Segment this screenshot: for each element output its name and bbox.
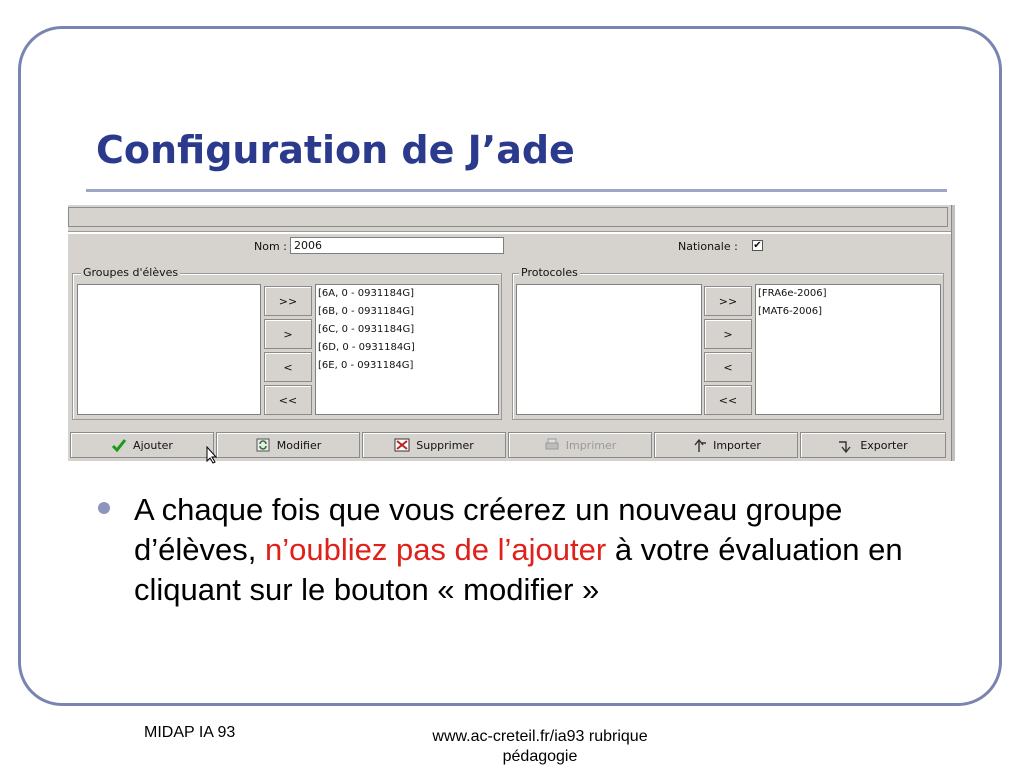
imprimer-button[interactable] — [508, 432, 652, 458]
list-item[interactable]: [6A, 0 - 0931184G] — [318, 288, 414, 299]
list-item[interactable]: [FRA6e-2006] — [758, 288, 827, 299]
list-item[interactable]: [MAT6-2006] — [758, 306, 823, 317]
nationale-checkbox[interactable]: ✔ — [753, 240, 762, 251]
protocoles-add-button[interactable]: > — [704, 319, 752, 349]
groupes-add-all-button[interactable]: >> — [264, 286, 312, 316]
footer-author: MIDAP IA 93 — [144, 724, 236, 741]
printer-icon — [544, 437, 560, 453]
protocoles-remove-button[interactable]: < — [704, 352, 752, 382]
footer-url: www.ac-creteil.fr/ia93 rubrique pédagogie — [432, 728, 648, 765]
ajouter-label: Ajouter — [133, 438, 173, 452]
nationale-label: Nationale : — [678, 240, 738, 253]
supprimer-label: Supprimer — [416, 438, 474, 452]
list-item[interactable]: [6E, 0 - 0931184G] — [318, 360, 414, 371]
export-arrow-icon — [838, 437, 854, 453]
groupes-add-button[interactable]: > — [264, 319, 312, 349]
bullet-icon — [98, 502, 110, 514]
list-item[interactable]: [6D, 0 - 0931184G] — [318, 342, 415, 353]
groupes-remove-button[interactable]: < — [264, 352, 312, 382]
protocoles-legend: Protocoles — [521, 266, 578, 279]
bullet-highlight: n’oubliez pas de l’ajouter — [264, 532, 607, 567]
protocoles-selected-list[interactable] — [755, 284, 941, 415]
imprimer-label: Imprimer — [565, 438, 617, 452]
nom-label: Nom : — [254, 240, 287, 253]
supprimer-button[interactable] — [362, 432, 506, 458]
mouse-cursor-icon — [206, 446, 218, 464]
modifier-button[interactable] — [216, 432, 360, 458]
modifier-label: Modifier — [276, 438, 322, 452]
list-item[interactable]: [6C, 0 - 0931184G] — [318, 324, 415, 335]
action-toolbar — [68, 432, 948, 459]
exporter-button[interactable] — [800, 432, 946, 458]
protocoles-remove-all-button[interactable]: << — [704, 385, 752, 415]
jade-config-window — [68, 205, 955, 461]
importer-label: Importer — [713, 438, 761, 452]
title-underline — [86, 189, 947, 192]
bullet-text — [134, 490, 904, 610]
import-arrow-icon — [691, 437, 707, 453]
importer-button[interactable] — [654, 432, 798, 458]
delete-icon — [394, 437, 410, 453]
groupes-legend: Groupes d'élèves — [83, 266, 179, 279]
bullet-text-start: A chaque fois que vous créerez un nouveau groupe d’élèves, — [134, 492, 843, 567]
exporter-label: Exporter — [860, 438, 908, 452]
groupes-selected-list[interactable] — [315, 284, 499, 415]
top-panel — [68, 207, 948, 227]
protocoles-add-all-button[interactable]: >> — [704, 286, 752, 316]
slide-title: Configuration de J’ade — [96, 128, 575, 172]
separator — [68, 231, 955, 234]
list-item[interactable]: [6B, 0 - 0931184G] — [318, 306, 414, 317]
ajouter-button[interactable] — [70, 432, 214, 458]
nom-input[interactable]: 2006 — [290, 237, 504, 254]
protocoles-available-list[interactable] — [516, 284, 702, 415]
bullet-text-end: à votre évaluation en cliquant sur le bouton « modifier » — [134, 532, 903, 607]
groupes-available-list[interactable] — [77, 284, 261, 415]
window-edge — [951, 205, 955, 461]
checkmark-icon — [111, 437, 127, 453]
refresh-icon — [255, 437, 271, 453]
groupes-remove-all-button[interactable]: << — [264, 385, 312, 415]
